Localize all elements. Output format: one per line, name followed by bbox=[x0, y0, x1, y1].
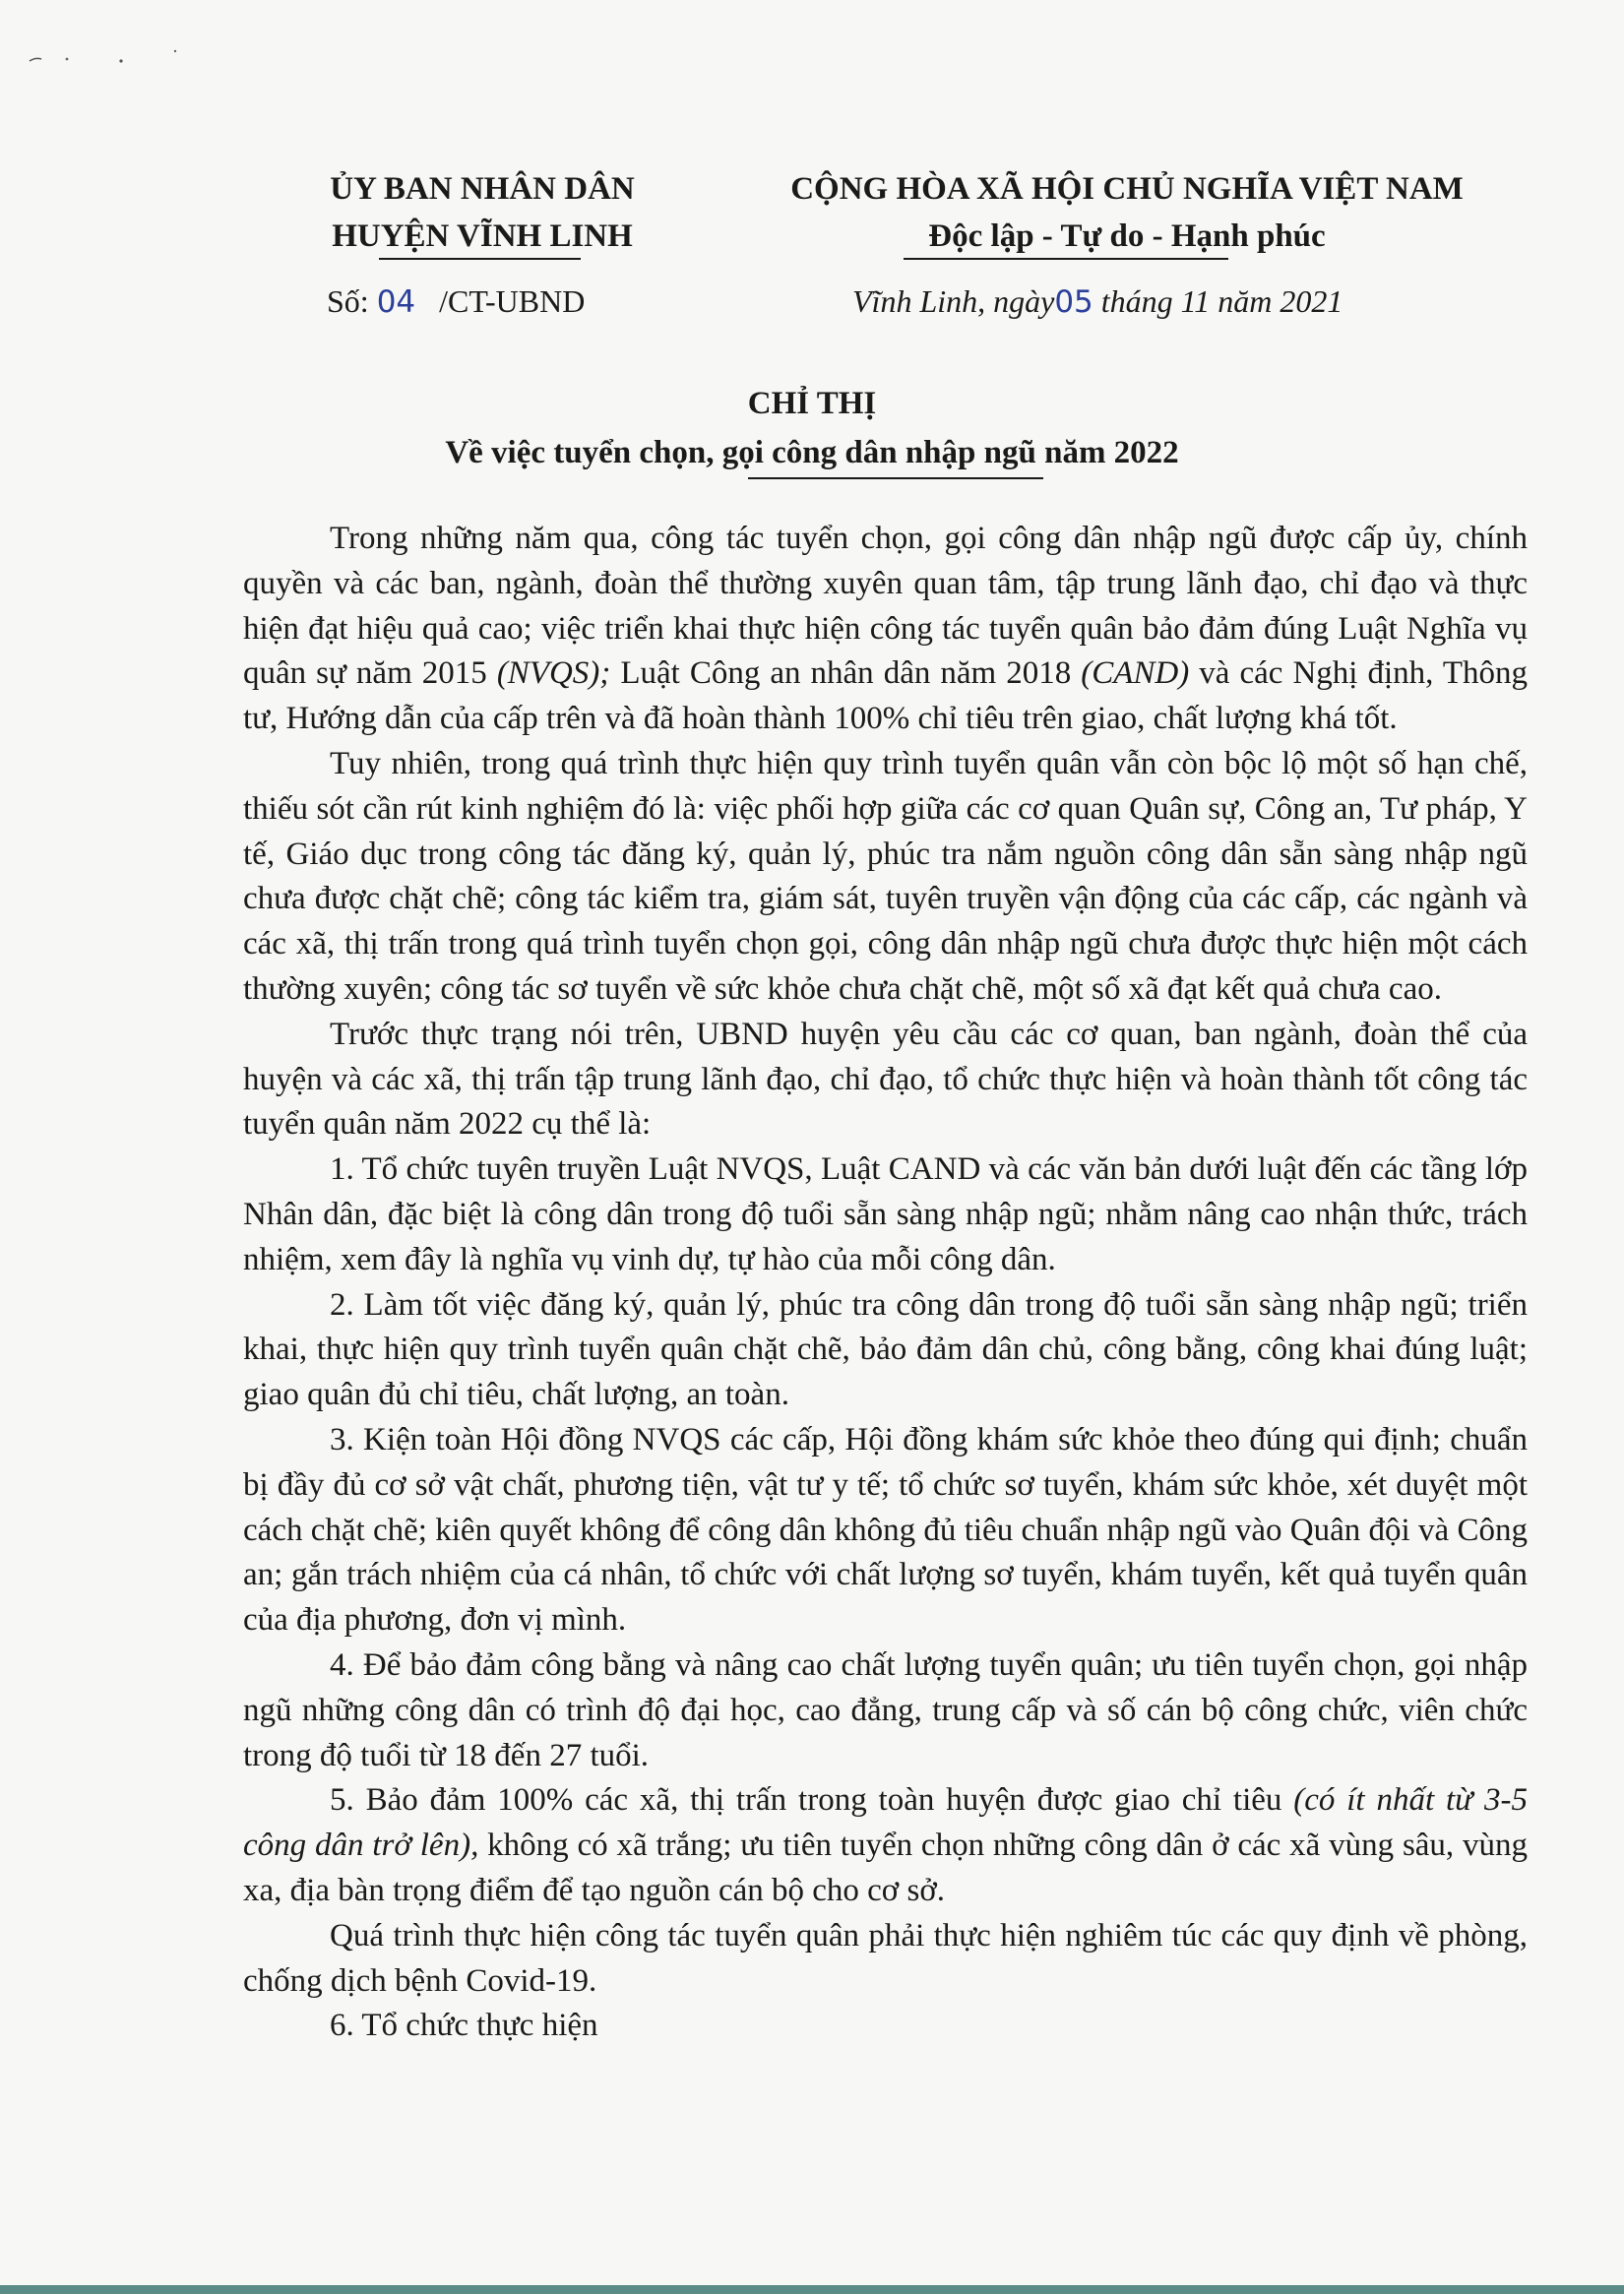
paragraph-shortcomings: Tuy nhiên, trong quá trình thực hiện quy trình tuyển quân vẫn còn bộc lộ một số hạn chế, thiếu sót cần rút kinh nghiệm đó là: việc phối hợp giữa các cơ quan Quân sự, Công an, Tư pháp, Y tế, Giáo dục trong công tác đăng ký, quản lý, phúc tra nắm nguồn công dân sẵn sàng nhập ngũ chưa được chặt chẽ; công tác kiểm tra, giám sát, tuyên truyền vận động của các cấp, các ngành và các xã, thị trấn trong quá trình tuyển chọn gọi, công dân nhập ngũ chưa được thực hiện một cách thường xuyên; công tác sơ tuyển về sức khỏe chưa chặt chẽ, một số xã đạt kết quả chưa cao. bbox=[243, 745, 1528, 1007]
document-title bbox=[0, 379, 1624, 477]
document-body bbox=[243, 517, 1528, 2049]
list-item-5-text-c: không có xã trắng; ưu tiên tuyển chọn những công dân ở các xã vùng sâu, vùng xa, địa bàn trọng điểm để tạo nguồn cán bộ cho cơ sở. bbox=[243, 1828, 1529, 1908]
issuing-agency bbox=[285, 165, 679, 260]
handwritten-day: 05 bbox=[1054, 284, 1093, 320]
doc-number-suffix: /CT-UBND bbox=[439, 283, 586, 319]
list-item-1: 1. Tổ chức tuyên truyền Luật NVQS, Luật CAND và các văn bản dưới luật đến các tầng lớp Nhân dân, đặc biệt là công dân trong độ tuổi sẵn sàng nhập ngũ; nhằm nâng cao nhận thức, trách nhiệm, xem đây là nghĩa vụ vinh dự, tự hào của mỗi công dân. bbox=[243, 1151, 1528, 1277]
paragraph-intro-text-e: và các Nghị định, Thông tư, Hướng dẫn của cấp trên và đã hoàn thành 100% chỉ tiêu trên giao, chất lượng khá tốt. bbox=[243, 655, 1528, 737]
title-heading: CHỈ THỊ bbox=[747, 386, 877, 421]
paragraph-intro-text-a: Trong những năm qua, công tác tuyển chọn, gọi công dân nhập ngũ được cấp ủy, chính quyền và các ban, ngành, đoàn thể thường xuyên quan tâm, tập trung lãnh đạo, chỉ đạo và thực hiện đạt hiệu quả cao; việc triển khai thực hiện công tác tuyển quân bảo đảm đúng Luật Nghĩa vụ quân sự năm 2015 bbox=[243, 521, 1528, 692]
nation-line-2: Độc lập - Tự do - Hạnh phúc bbox=[928, 218, 1326, 254]
document-number bbox=[327, 283, 585, 320]
nation-line-1: CỘNG HÒA XÃ HỘI CHỦ NGHĨA VIỆT NAM bbox=[790, 171, 1464, 207]
list-item-3: 3. Kiện toàn Hội đồng NVQS các cấp, Hội đồng khám sức khỏe theo đúng qui định; chuẩn bị đầy đủ cơ sở vật chất, phương tiện, vật tư y tế; tổ chức sơ tuyển, khám sức khỏe, xét duyệt một cách chặt chẽ; kiên quyết không để công dân không đủ tiêu chuẩn nhập ngũ vào Quân đội và Công an; gắn trách nhiệm của cá nhân, tổ chức với chất lượng sơ tuyển, khám tuyển, kết quả tuyển quân của địa phương, đơn vị mình. bbox=[243, 1421, 1528, 1639]
scan-edge-line bbox=[0, 2285, 1624, 2294]
agency-underline bbox=[379, 258, 581, 260]
paragraph-intro-italic-d: (CAND) bbox=[1081, 655, 1190, 692]
list-item-5-text-a: 5. Bảo đảm 100% các xã, thị trấn trong toàn huyện được giao chỉ tiêu bbox=[330, 1782, 1282, 1819]
list-item-5 bbox=[243, 1778, 1528, 1913]
title-underline bbox=[748, 477, 1043, 479]
list-item-4: 4. Để bảo đảm công bằng và nâng cao chất lượng tuyển quân; ưu tiên tuyển chọn, gọi nhập ngũ những công dân có trình độ đại học, cao đẳng, trung cấp và số cán bộ công chức, viên chức trong độ tuổi từ 18 đến 27 tuổi. bbox=[243, 1646, 1528, 1773]
handwritten-doc-number: 04 bbox=[376, 284, 416, 320]
list-item-2: 2. Làm tốt việc đăng ký, quản lý, phúc tra công dân trong độ tuổi sẵn sàng nhập ngũ; triển khai, thực hiện quy trình tuyển quân chặt chẽ, bảo đảm dân chủ, công bằng, công khai đúng luật; giao quân đủ chỉ tiêu, chất lượng, an toàn. bbox=[243, 1286, 1528, 1413]
national-motto bbox=[733, 165, 1521, 260]
title-subheading: Về việc tuyển chọn, gọi công dân nhập ngũ năm 2022 bbox=[445, 435, 1179, 470]
paragraph-intro-italic-b: (NVQS); bbox=[496, 655, 611, 692]
paragraph-intro bbox=[243, 517, 1528, 742]
date-suffix: tháng 11 năm 2021 bbox=[1100, 283, 1343, 319]
paragraph-covid: Quá trình thực hiện công tác tuyển quân phải thực hiện nghiêm túc các quy định về phòng, chống dịch bệnh Covid-19. bbox=[243, 1917, 1528, 1999]
scan-specks bbox=[28, 47, 205, 67]
agency-line-2: HUYỆN VĨNH LINH bbox=[332, 218, 633, 254]
list-item-6: 6. Tổ chức thực hiện bbox=[330, 2008, 598, 2044]
motto-underline bbox=[904, 258, 1228, 260]
paragraph-request: Trước thực trạng nói trên, UBND huyện yêu cầu các cơ quan, ban ngành, đoàn thể của huyện và các xã, thị trấn tập trung lãnh đạo, chỉ đạo, tổ chức thực hiện và hoàn thành tốt công tác tuyển quân năm 2022 cụ thể là: bbox=[243, 1016, 1528, 1143]
agency-line-1: ỦY BAN NHÂN DÂN bbox=[330, 171, 635, 207]
list-item-5-italic-b: (có ít nhất từ 3-5 công dân trở lên), bbox=[243, 1782, 1528, 1864]
doc-number-prefix: Số: bbox=[327, 283, 369, 319]
date-prefix: Vĩnh Linh, ngày bbox=[852, 283, 1055, 319]
document-date bbox=[852, 283, 1343, 320]
paragraph-intro-text-c: Luật Công an nhân dân năm 2018 bbox=[620, 655, 1072, 692]
